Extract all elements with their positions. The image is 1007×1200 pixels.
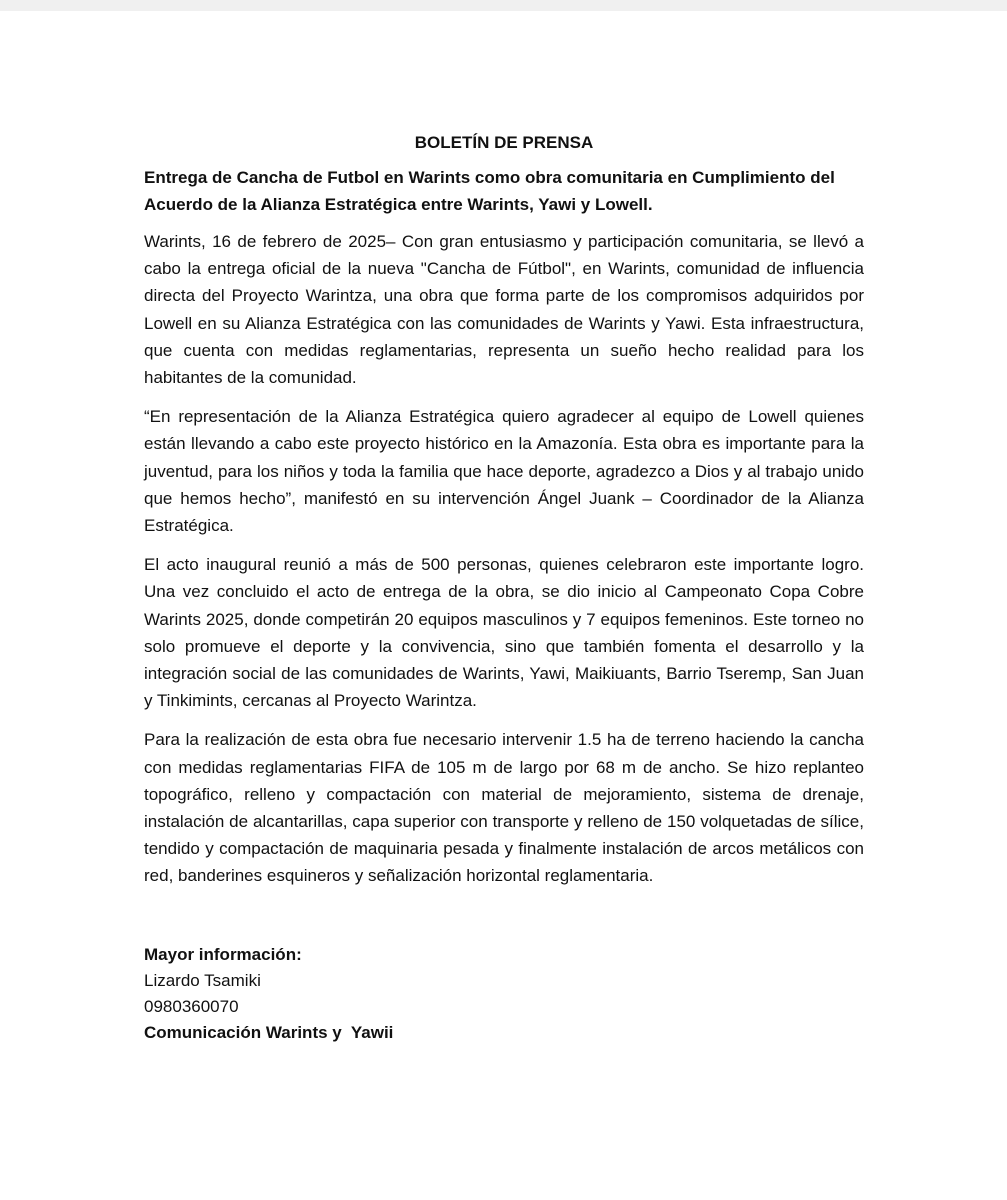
- paragraph-quote: “En representación de la Alianza Estratégica quiero agradecer al equipo de Lowell quienes están llevando a cabo este proyecto histórico en la Amazonía. Esta obra es importante para la juventud, para los niños y toda la familia que hace deporte, agradezco a Dios y al trabajo unido que hemos hecho”, manifestó en su intervención Ángel Juank – Coordinador de la Alianza Estratégica.: [144, 407, 864, 536]
- paragraph-event: El acto inaugural reunió a más de 500 personas, quienes celebraron este importante logro. Una vez concluido el acto de entrega de la obra, se dio inicio al Campeonato Copa Cobre Warints 2025, donde competirán 20 equipos masculinos y 7 equipos femeninos. Este torneo no solo promueve el deporte y la convivencia, sino que también fomenta el desarrollo y la integración social de las comunidades de Warints, Yawi, Maikiuants, Barrio Tseremp, San Juan y Tinkimints, cercanas al Proyecto Warintza.: [144, 555, 864, 711]
- contact-organization: Comunicación Warints y Yawii: [144, 1022, 394, 1042]
- contact-name: Lizardo Tsamiki: [144, 970, 261, 990]
- contact-heading: Mayor información:: [144, 944, 302, 964]
- paragraph-works: Para la realización de esta obra fue necesario intervenir 1.5 ha de terreno haciendo la cancha con medidas reglamentarias FIFA de 105 m de largo por 68 m de ancho. Se hizo replanteo topográfico, relleno y compactación con material de mejoramiento, sistema de drenaje, instalación de alcantarillas, capa superior con transporte y relleno de 150 volquetadas de sílice, tendido y compactación de maquinaria pesada y finalmente instalación de arcos metálicos con red, banderines esquineros y señalización horizontal reglamentaria.: [144, 730, 864, 886]
- top-toolbar-strip: [0, 0, 1007, 11]
- contact-block: [144, 942, 864, 1046]
- press-release-page: [144, 130, 864, 1046]
- contact-phone: 0980360070: [144, 996, 239, 1016]
- headline: Entrega de Cancha de Futbol en Warints como obra comunitaria en Cumplimiento del Acuerdo de la Alianza Estratégica entre Warints, Yawi y Lowell.: [144, 168, 835, 214]
- paragraph-intro: Warints, 16 de febrero de 2025– Con gran entusiasmo y participación comunitaria, se llevó a cabo la entrega oficial de la nueva "Cancha de Fútbol", en Warints, comunidad de influencia directa del Proyecto Warintza, una obra que forma parte de los compromisos adquiridos por Lowell en su Alianza Estratégica con las comunidades de Warints y Yawi. Esta infraestructura, que cuenta con medidas reglamentarias, representa un sueño hecho realidad para los habitantes de la comunidad.: [144, 232, 864, 388]
- document-title: BOLETÍN DE PRENSA: [414, 133, 594, 152]
